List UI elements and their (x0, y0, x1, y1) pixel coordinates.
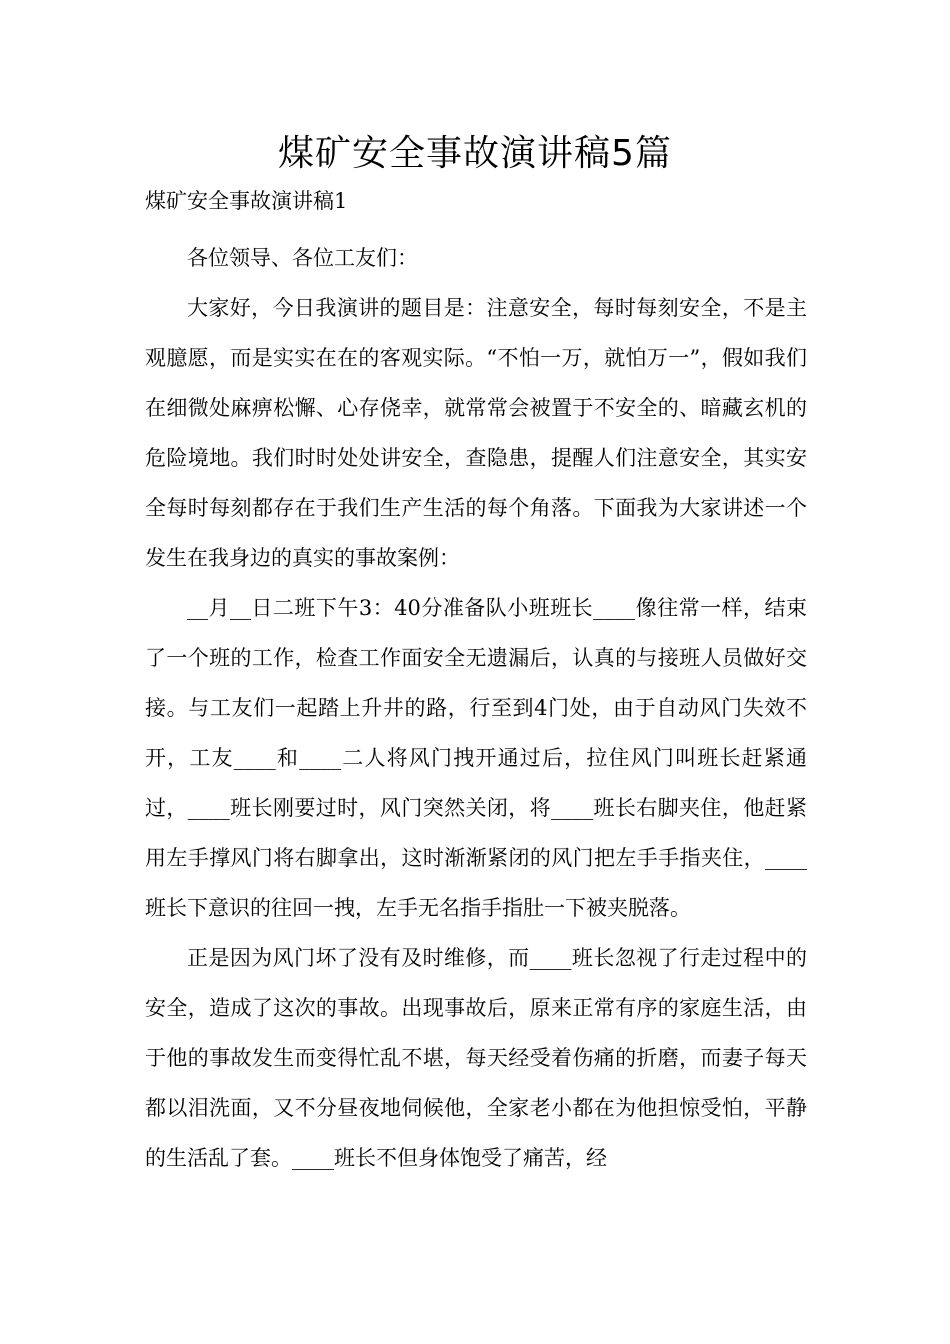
paragraph-greeting: 各位领导、各位工友们： (187, 246, 418, 270)
document-title: 煤矿安全事故演讲稿5篇 (278, 133, 672, 174)
document-body (145, 233, 807, 1183)
paragraph-consequence: 正是因为风门坏了没有及时维修，而____班长忽视了行走过程中的安全，造成了这次的事故。出现事故后，原来正常有序的家庭生活，由于他的事故发生而变得忙乱不堪，每天经受着伤痛的折磨，而妻子每天都以泪洗面，又不分昼夜地伺候他，全家老小都在为他担惊受怕，平静的生活乱了套。____班长不但身体饱受了痛苦，经 (145, 946, 807, 1170)
section-heading: 煤矿安全事故演讲稿1 (145, 189, 348, 213)
paragraph-incident: __月__日二班下午3：40分准备队小班班长____像往常一样，结束了一个班的工作，检查工作面安全无遗漏后，认真的与接班人员做好交接。与工友们一起踏上升井的路，行至到4门处，由于自动风门失效不开，工友____和____二人将风门拽开通过后，拉住风门叫班长赶紧通过，____班长刚要过时，风门突然关闭，将____班长右脚夹住，他赶紧用左手撑风门将右脚拿出，这时渐渐紧闭的风门把左手手指夹住，____班长下意识的往回一拽，左手无名指手指肚一下被夹脱落。 (145, 596, 807, 920)
paragraph-intro: 大家好，今日我演讲的题目是：注意安全，每时每刻安全，不是主观臆愿，而是实实在在的客观实际。“不怕一万，就怕万一”，假如我们在细微处麻痹松懈、心存侥幸，就常常会被置于不安全的、暗藏玄机的危险境地。我们时时处处讲安全，查隐患，提醒人们注意安全，其实安全每时每刻都存在于我们生产生活的每个角落。下面我为大家讲述一个发生在我身边的真实的事故案例： (145, 296, 807, 570)
